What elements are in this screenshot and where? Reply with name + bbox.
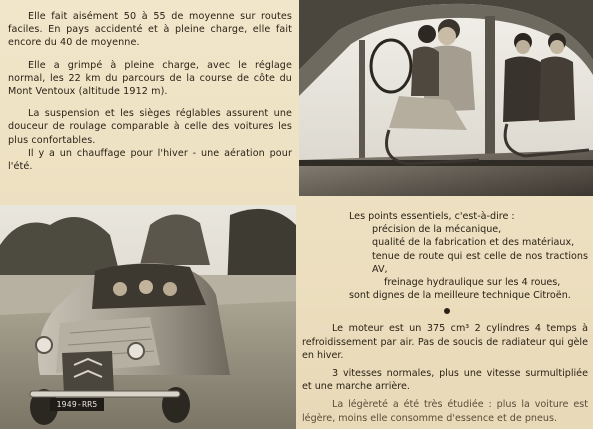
points-title: Les points essentiels, c'est-à-dire : [349, 211, 515, 222]
point-item: tenue de route qui est celle de nos tractions AV, [372, 250, 588, 275]
car-photo [0, 205, 296, 429]
paragraph-heating: Il y a un chauffage pour l'hiver - une aération pour l'été. [8, 147, 292, 173]
points-closing: sont dignes de la meilleure technique Citroën. [349, 290, 571, 302]
interior-photo-illustration [299, 0, 593, 196]
top-left-text-block [8, 10, 292, 182]
point-item: qualité de la fabrication et des matériaux, [372, 237, 575, 249]
interior-photo [299, 0, 593, 196]
point-item: freinage hydraulique sur les 4 roues, [384, 277, 561, 289]
paragraph-lightness: La légèreté a été très étudiée : plus la voiture est légère, moins elle consomme d'essence et de pneus. [302, 399, 588, 424]
engine-paragraphs [302, 322, 588, 424]
paragraph-gears: 3 vitesses normales, plus une vitesse surmultipliée et une marche arrière. [302, 368, 588, 393]
point-item: précision de la mécanique, [372, 224, 502, 236]
car-photo-illustration [0, 205, 296, 429]
bullet-dot-icon [444, 308, 450, 314]
bottom-right-text-block [302, 210, 588, 429]
paragraph-speed: Elle fait aisément 50 à 55 de moyenne sur routes faciles. En pays accidenté et à pleine charge, elle fait encore du 40 de moyenne. [8, 11, 292, 49]
points-list [302, 223, 588, 289]
paragraph-mont-ventoux: Elle a grimpé à pleine charge, avec le réglage normal, les 22 km du parcours de la course de côte du Mont Ventoux (altitude 1912 m). [8, 59, 292, 98]
paragraph-suspension: La suspension et les sièges réglables assurent une douceur de roulage comparable à celle des voitures les plus confortables. [8, 108, 292, 146]
paragraph-engine: Le moteur est un 375 cm³ 2 cylindres 4 temps à refroidissement par air. Pas de soucis de radiateur qui gèle en hiver. [302, 323, 588, 361]
license-plate: 1949-RR5 [56, 400, 98, 409]
